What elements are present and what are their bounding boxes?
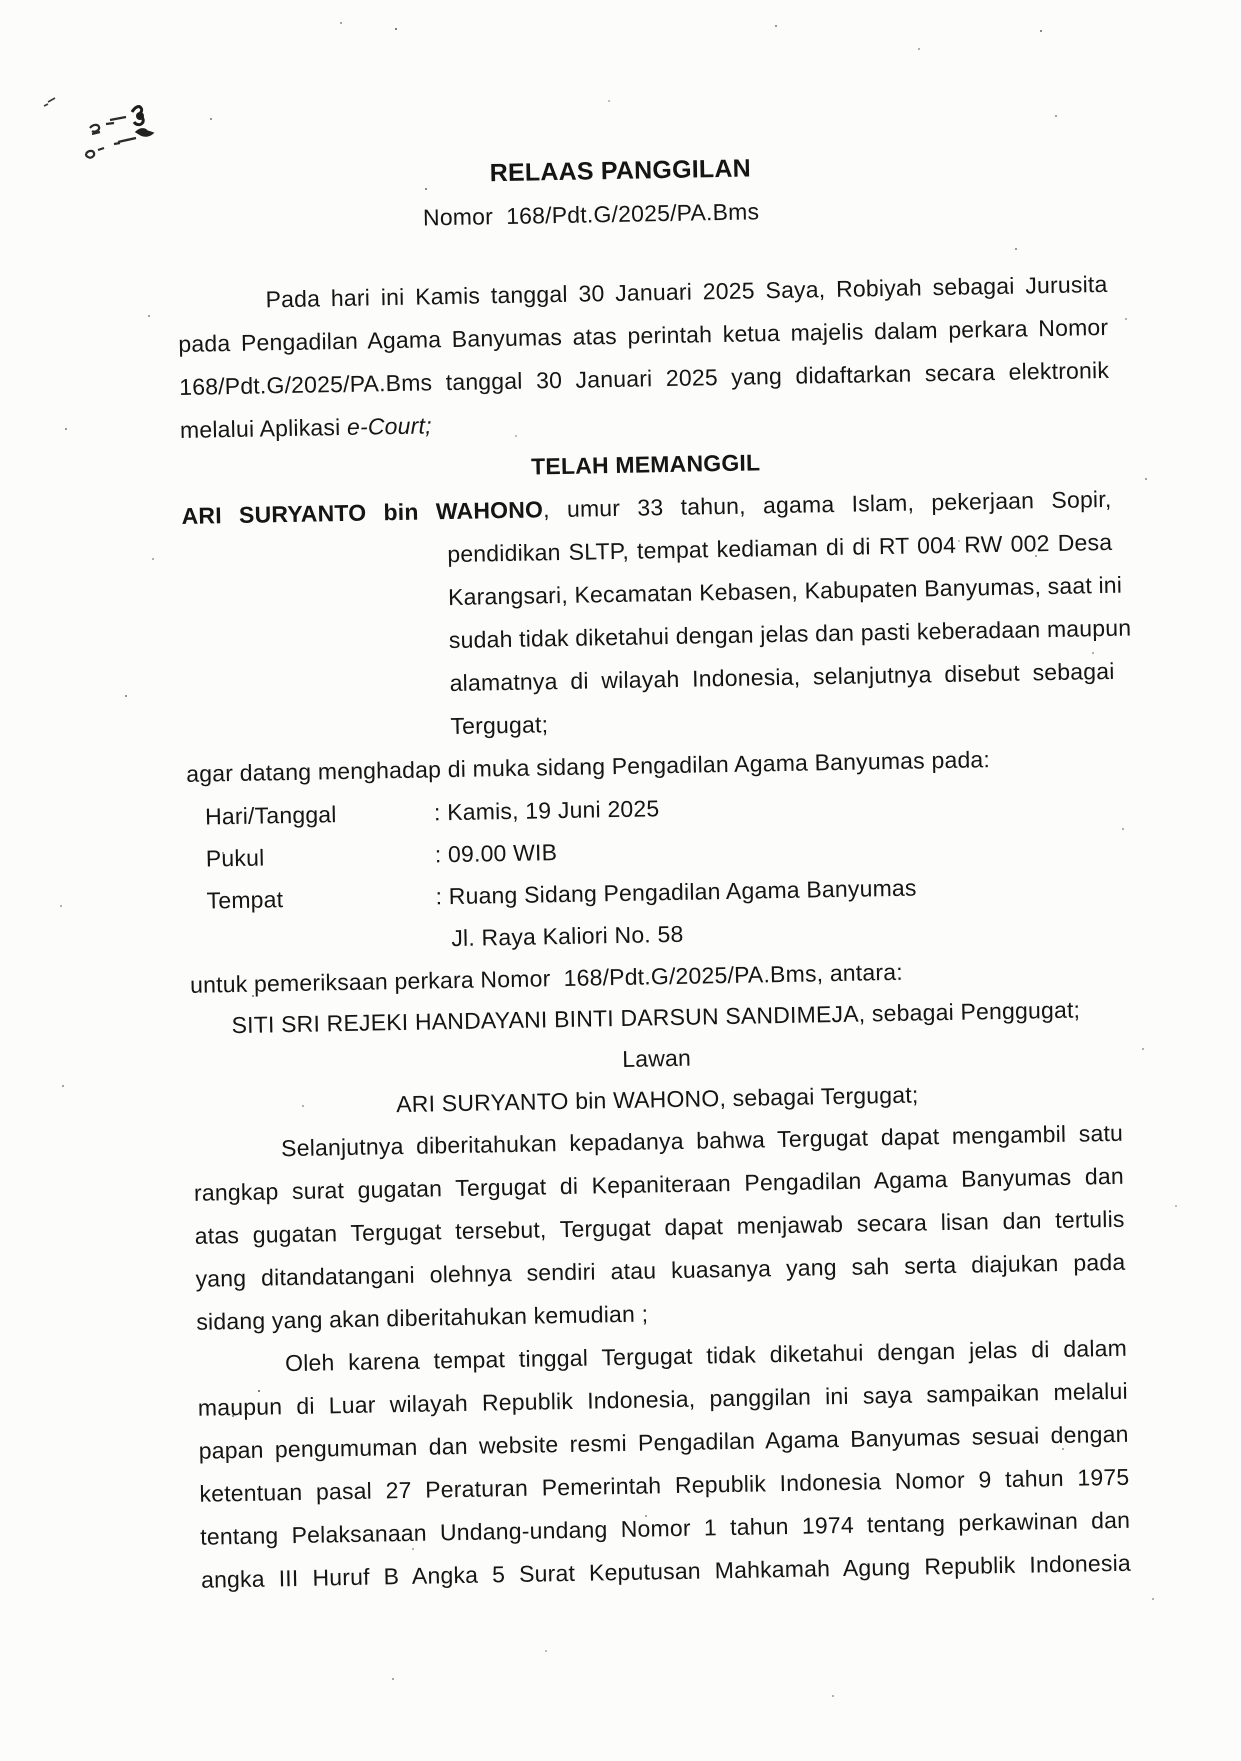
text-line: atas gugatan Tergugat tersebut, Tergugat dapat menjawab secara lisan dan tertulis xyxy=(194,1205,1125,1249)
document-title: RELAAS PANGGILAN xyxy=(489,154,752,188)
scan-noise xyxy=(0,0,2,2)
schedule-value-time: : 09.00 WIB xyxy=(434,839,558,868)
text-line: Pada hari ini Kamis tanggal 30 Januari 2025 Saya, Robiyah sebagai Jurusita xyxy=(265,270,1108,313)
schedule-value-place: : Ruang Sidang Pengadilan Agama Banyumas xyxy=(435,874,917,910)
case-number-line: Nomor 168/Pdt.G/2025/PA.Bms xyxy=(422,198,760,231)
document-heading xyxy=(175,141,1106,244)
text-line: alamatnya di wilayah Indonesia, selanjutnya disebut sebagai xyxy=(449,657,1115,697)
summon-line: agar datang menghadap di muka sidang Pengadilan Agama Banyumas pada: xyxy=(186,746,991,787)
ecourt-italic-term: e-Court; xyxy=(346,412,432,440)
text-line: yang ditandatangani olehnya sendiri atau kuasanya yang sah serta diajukan pada xyxy=(195,1248,1126,1292)
schedule-label-date: Hari/Tanggal xyxy=(204,801,337,830)
memanggil-heading: TELAH MEMANGGIL xyxy=(530,449,761,480)
opening-paragraph xyxy=(177,263,1109,409)
hearing-schedule xyxy=(187,779,1120,964)
text-line: Karangsari, Kecamatan Kebasen, Kabupaten Banyumas, saat ini xyxy=(447,571,1123,611)
text-line: sidang yang akan diberitahukan kemudian ; xyxy=(196,1300,649,1335)
party-description xyxy=(447,521,1132,748)
notice-paragraph xyxy=(193,1112,1127,1344)
court-address-line: Jl. Raya Kaliori No. 58 xyxy=(451,920,684,952)
defendant-line: ARI SURYANTO bin WAHONO, sebagai Tergugat; xyxy=(395,1081,919,1118)
text-line: sudah tidak diketahui dengan jelas dan pasti keberadaan maupun xyxy=(448,614,1132,654)
text-line: Tergugat; xyxy=(450,711,549,740)
text-line: tentang Pelaksanaan Undang-undang Nomor 1 tahun 1974 tentang perkawinan dan xyxy=(200,1506,1131,1550)
case-examination-line: untuk pemeriksaan perkara Nomor 168/Pdt.G/2025/PA.Bms, antara: xyxy=(189,958,904,998)
defendant-name: ARI SURYANTO bin WAHONO xyxy=(181,496,544,529)
pen-scribble-marks xyxy=(40,80,220,170)
text-line: papan pengumuman dan website resmi Pengadilan Agama Banyumas sesuai dengan xyxy=(198,1420,1129,1464)
text-line: angka III Huruf B Angka 5 Surat Keputusan Mahkamah Agung Republik Indonesia xyxy=(200,1549,1132,1593)
parties-block xyxy=(191,989,1123,1129)
text-line: Oleh karena tempat tinggal Tergugat tidak diketahui dengan jelas di dalam xyxy=(284,1334,1128,1377)
text-line: pendidikan SLTP, tempat kediaman di di RT 004 RW 002 Desa xyxy=(447,528,1113,568)
plaintiff-line: SITI SRI REJEKI HANDAYANI BINTI DARSUN SANDIMEJA, sebagai Penggugat; xyxy=(231,996,1081,1039)
text-line: 168/Pdt.G/2025/PA.Bms tanggal 30 Januari 2025 yang didaftarkan secara elektronik xyxy=(178,356,1110,400)
schedule-label-place: Tempat xyxy=(206,886,284,914)
schedule-label-time: Pukul xyxy=(205,844,265,872)
text-line: pada Pengadilan Agama Banyumas atas perintah ketua majelis dalam perkara Nomor xyxy=(178,313,1109,357)
document-body xyxy=(175,141,1131,1602)
text-line: Selanjutnya diberitahukan kepadanya bahwa Tergugat dapat mengambil satu xyxy=(280,1119,1124,1162)
versus-line: Lawan xyxy=(621,1044,692,1072)
party-first-line-rest: , umur 33 tahun, agama Islam, pekerjaan Sopir, xyxy=(542,485,1112,523)
opening-last-line-prefix: melalui Aplikasi xyxy=(179,413,348,443)
closing-paragraph xyxy=(197,1327,1132,1602)
text-line: rangkap surat gugatan Tergugat di Kepaniteraan Pengadilan Agama Banyumas dan xyxy=(193,1162,1125,1206)
text-line: maupun di Luar wilayah Republik Indonesia, panggilan ini saya sampaikan melalui xyxy=(197,1377,1128,1421)
text-line: ketentuan pasal 27 Peraturan Pemerintah Republik Indonesia Nomor 9 tahun 1975 xyxy=(199,1463,1130,1507)
schedule-value-date: : Kamis, 19 Juni 2025 xyxy=(433,795,660,826)
